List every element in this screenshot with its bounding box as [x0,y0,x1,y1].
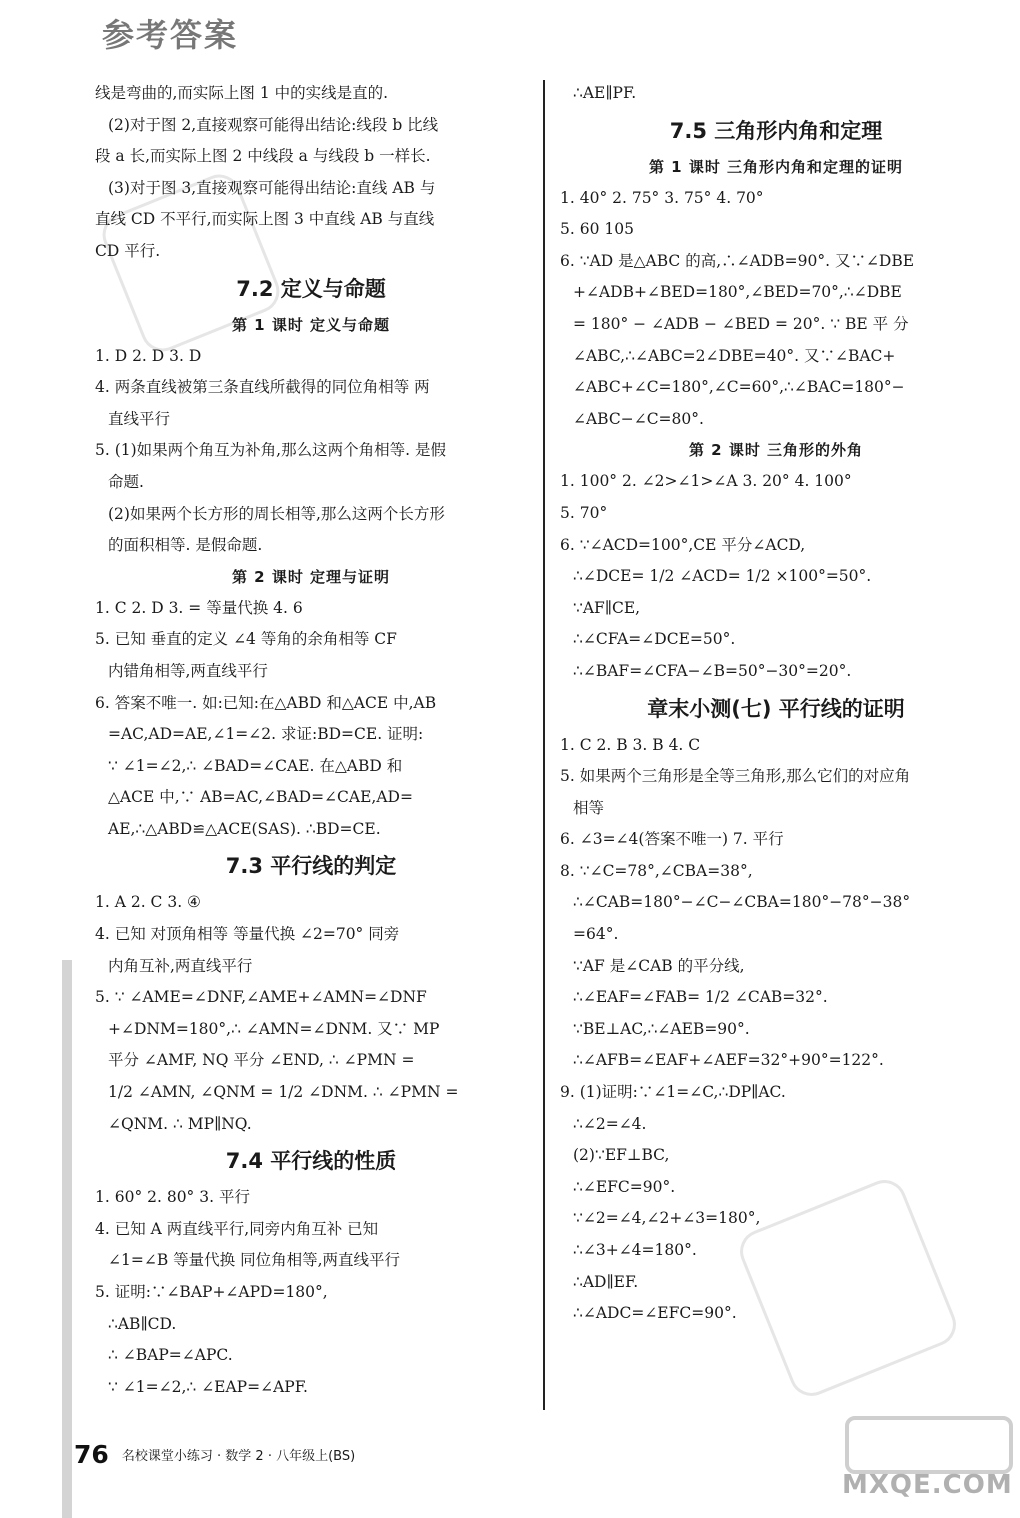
answer-line: 5. 70° [560,503,608,522]
answer-line: 线是弯曲的,而实际上图 1 中的实线是直的. [95,84,389,102]
answer-line: ∴∠DCE= 1/2 ∠ACD= 1/2 ×100°=50°. [573,567,872,586]
answer-line: 1/2 ∠AMN, ∠QNM = 1/2 ∠DNM. ∴ ∠PMN = [108,1083,459,1102]
answer-line: 5. 证明:∵∠BAP+∠APD=180°, [95,1283,328,1301]
answer-line: 4. 已知 对顶角相等 等量代换 ∠2=70° 同旁 [95,925,400,944]
answer-line: 1. 60° 2. 80° 3. 平行 [95,1188,250,1207]
answer-line: +∠ADB+∠BED=180°,∠BED=70°,∴∠DBE [573,283,902,302]
answer-line: 4. 已知 A 两直线平行,同旁内角互补 已知 [95,1219,379,1238]
answer-line: 1. C 2. D 3. = 等量代换 4. 6 [95,598,303,617]
answer-line: 1. D 2. D 3. D [95,346,202,365]
answer-line: (2)∵EF⊥BC, [573,1146,670,1165]
answer-line: ∠QNM. ∴ MP∥NQ. [108,1114,252,1133]
answer-line: ∠1=∠B 等量代换 同位角相等,两直线平行 [108,1251,400,1270]
answer-line: 相等 [573,798,605,817]
answer-line: ∵BE⊥AC,∴∠AEB=90°. [573,1019,750,1038]
page-footer [74,1440,355,1469]
watermark-text: MXQE.COM [842,1470,1013,1500]
answer-line: ∠ABC+∠C=180°,∠C=60°,∴∠BAC=180°− [573,378,905,397]
answer-line: 5. 已知 垂直的定义 ∠4 等角的余角相等 CF [95,630,397,649]
section-heading: 7.3 平行线的判定 [225,854,397,879]
answer-line: ∴AE∥PF. [573,84,637,102]
section-heading: 7.5 三角形内角和定理 [669,118,883,143]
answer-line: ∴∠CFA=∠DCE=50°. [573,630,736,649]
lesson-heading: 第 2 课时 三角形的外角 [688,441,864,460]
answer-line: 9. (1)证明:∵∠1=∠C,∴DP∥AC. [560,1083,786,1102]
answer-line: ∴∠AFB=∠EAF+∠AEF=32°+90°=122°. [573,1051,884,1070]
answer-line: 的面积相等. 是假命题. [108,536,263,555]
answer-line: ∵ ∠1=∠2,∴ ∠EAP=∠APF. [108,1377,308,1396]
answer-line: ∴∠EAF=∠FAB= 1/2 ∠CAB=32°. [573,988,828,1007]
answer-line: 1. 100° 2. ∠2>∠1>∠A 3. 20° 4. 100° [560,472,852,491]
answer-line: ∴∠2=∠4. [573,1114,647,1133]
answer-line: ∴∠BAF=∠CFA−∠B=50°−30°=20°. [573,661,852,680]
right-column [560,78,992,1330]
column-divider [543,80,545,1410]
lesson-heading: 第 2 课时 定理与证明 [231,567,391,586]
lesson-heading: 第 1 课时 三角形内角和定理的证明 [648,157,904,176]
answer-line: AE,∴△ABD≌△ACE(SAS). ∴BD=CE. [108,819,381,838]
answer-line: =AC,AD=AE,∠1=∠2. 求证:BD=CE. 证明: [108,725,424,744]
answer-line: 6. ∠3=∠4(答案不唯一) 7. 平行 [560,830,784,849]
answer-line: 6. ∵AD 是△ABC 的高,∴∠ADB=90°. 又∵∠DBE [560,251,915,270]
answer-line: (2)如果两个长方形的周长相等,那么这两个长方形 [108,504,445,523]
watermark-logo [845,1416,1013,1474]
answer-line: ∴AB∥CD. [108,1314,177,1333]
answer-line: 6. ∵∠ACD=100°,CE 平分∠ACD, [560,535,806,554]
answer-line: =64°. [573,925,619,944]
answer-line: ∴∠3+∠4=180°. [573,1241,697,1259]
section-heading: 7.2 定义与命题 [236,276,386,301]
answer-line: 1. A 2. C 3. ④ [95,893,201,912]
left-column [95,78,527,1403]
answer-line: 平分 ∠AMF, NQ 平分 ∠END, ∴ ∠PMN = [108,1051,415,1070]
answer-line: CD 平行. [95,241,161,260]
answer-line: ∵AF 是∠CAB 的平分线, [573,956,745,975]
answer-line: = 180° − ∠ADB − ∠BED = 20°. ∵ BE 平 分 [573,314,909,333]
answer-line: ∠ABC−∠C=80°. [573,409,704,428]
answer-line: 8. ∵∠C=78°,∠CBA=38°, [560,861,753,880]
answer-line: 5. (1)如果两个角互为补角,那么这两个角相等. 是假 [95,441,446,460]
answer-line: 段 a 长,而实际上图 2 中线段 a 与线段 b 一样长. [95,147,431,166]
answer-line: ∴AD∥EF. [573,1272,639,1291]
answer-line: ∵ ∠1=∠2,∴ ∠BAD=∠CAE. 在△ABD 和 [108,756,403,775]
answer-line: 4. 两条直线被第三条直线所截得的同位角相等 两 [95,378,430,397]
section-heading: 章末小测(七) 平行线的证明 [647,696,905,721]
answer-line: 直线 CD 不平行,而实际上图 3 中直线 AB 与直线 [95,210,435,229]
answer-line: 1. C 2. B 3. B 4. C [560,735,701,754]
answer-line: △ACE 中,∵ AB=AC,∠BAD=∠CAE,AD= [108,788,413,807]
answer-line: (2)对于图 2,直接观察可能得出结论:线段 b 比线 [108,115,439,134]
section-heading: 7.4 平行线的性质 [225,1149,397,1174]
answer-line: 内角互补,两直线平行 [108,956,253,975]
page-number: 76 [74,1440,109,1469]
book-title: 名校课堂小练习 · 数学 2 · 八年级上(BS) [121,1449,356,1464]
answer-line: ∴ ∠BAP=∠APC. [108,1346,233,1365]
answer-line: ∴∠CAB=180°−∠C−∠CBA=180°−78°−38° [573,893,911,912]
answer-line: +∠DNM=180°,∴ ∠AMN=∠DNM. 又∵ MP [108,1019,440,1038]
answer-line: 内错角相等,两直线平行 [108,661,268,680]
answer-line: 6. 答案不唯一. 如:已知:在△ABD 和△ACE 中,AB [95,693,437,712]
answer-line: 5. ∵ ∠AME=∠DNF,∠AME+∠AMN=∠DNF [95,988,427,1007]
margin-strip [62,960,72,1518]
answer-line: 1. 40° 2. 75° 3. 75° 4. 70° [560,188,764,207]
answer-line: 5. 如果两个三角形是全等三角形,那么它们的对应角 [560,767,911,786]
answer-line: 命题. [108,472,144,491]
answer-line: 直线平行 [108,409,171,428]
answer-line: ∵AF∥CE, [573,598,641,617]
answer-line: (3)对于图 3,直接观察可能得出结论:直线 AB 与 [108,178,436,197]
lesson-heading: 第 1 课时 定义与命题 [231,315,391,334]
answer-line: ∴∠EFC=90°. [573,1177,676,1196]
answer-line: 5. 60 105 [560,220,634,239]
answer-line: ∵∠2=∠4,∠2+∠3=180°, [573,1209,761,1228]
answer-line: ∴∠ADC=∠EFC=90°. [573,1304,737,1323]
page-header-title: 参考答案 [102,16,239,54]
answer-line: ∠ABC,∴∠ABC=2∠DBE=40°. 又∵∠BAC+ [573,346,896,365]
